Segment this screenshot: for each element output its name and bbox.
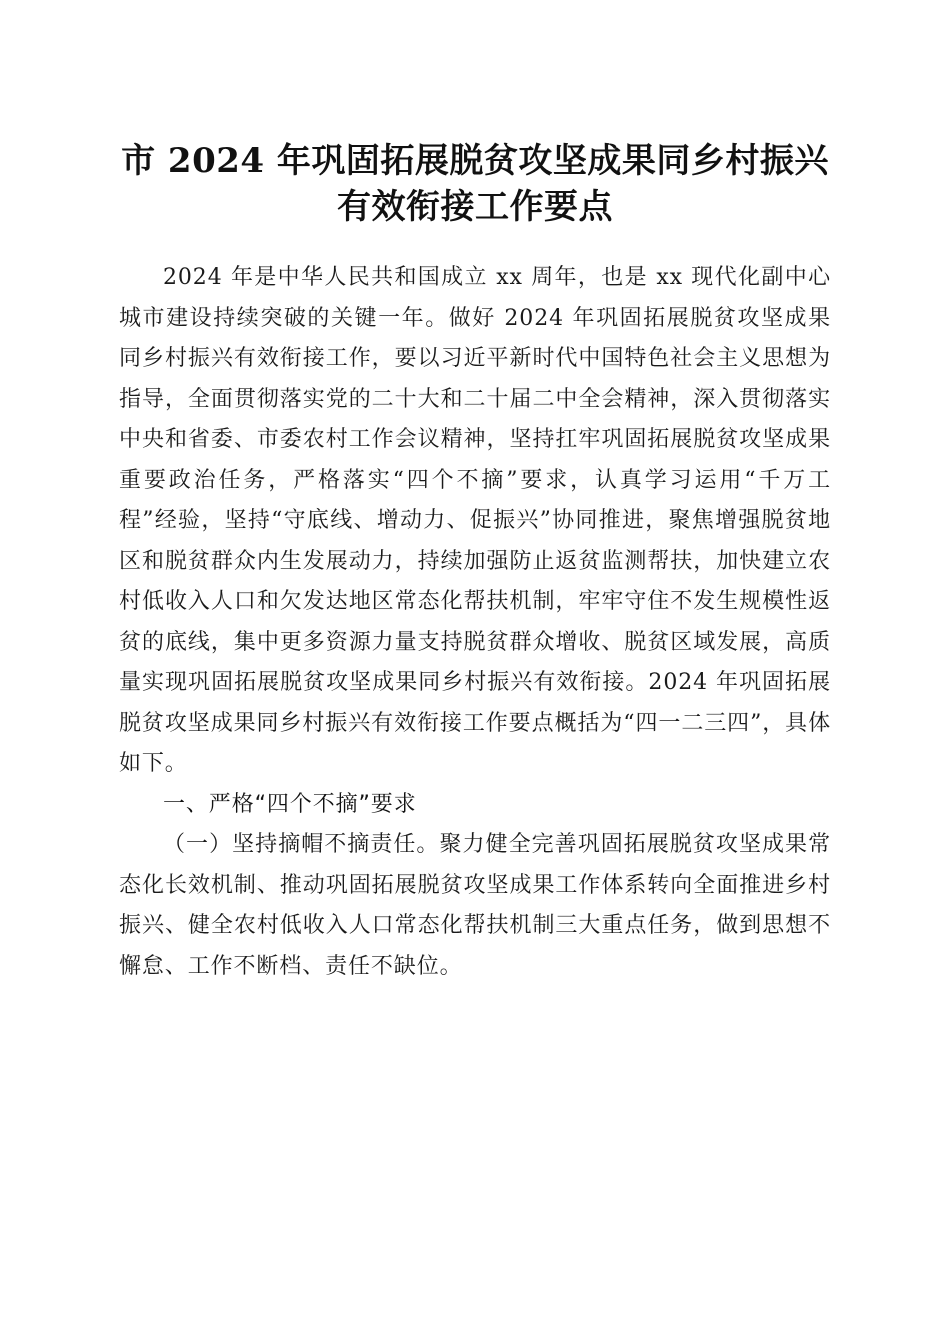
intro-paragraph: 2024 年是中华人民共和国成立 xx 周年，也是 xx 现代化副中心城市建设持续突破的关键一年。做好 2024 年巩固拓展脱贫攻坚成果同乡村振兴有效衔接工作，要以习近平新时代中国特色社会主义思想为指导，全面贯彻落实党的二十大和二十届二中全会精神，深入贯彻落实中央和省委、市委农村工作会议精神，坚持扛牢巩固拓展脱贫攻坚成果重要政治任务，严格落实“四个不摘”要求，认真学习运用“千万工程”经验，坚持“守底线、增动力、促振兴”协同推进，聚焦增强脱贫地区和脱贫群众内生发展动力，持续加强防止返贫监测帮扶，加快建立农村低收入人口和欠发达地区常态化帮扶机制，牢牢守住不发生规模性返贫的底线，集中更多资源力量支持脱贫群众增收、脱贫区域发展，高质量实现巩固拓展脱贫攻坚成果同乡村振兴有效衔接。2024 年巩固拓展脱贫攻坚成果同乡村振兴有效衔接工作要点概括为“四一二三四”，具体如下。: [119, 265, 831, 776]
document-title-line-1: 市 2024 年巩固拓展脱贫攻坚成果同乡村振兴: [121, 141, 829, 181]
section-heading-1: 一、严格“四个不摘”要求: [163, 791, 417, 817]
document-body: [119, 258, 831, 987]
document-title-line-2: 有效衔接工作要点: [337, 187, 613, 227]
document-title: [60, 138, 890, 230]
subsection-paragraph-1: （一）坚持摘帽不摘责任。聚力健全完善巩固拓展脱贫攻坚成果常态化长效机制、推动巩固拓展脱贫攻坚成果工作体系转向全面推进乡村振兴、健全农村低收入人口常态化帮扶机制三大重点任务，做到思想不懈怠、工作不断档、责任不缺位。: [119, 832, 831, 979]
